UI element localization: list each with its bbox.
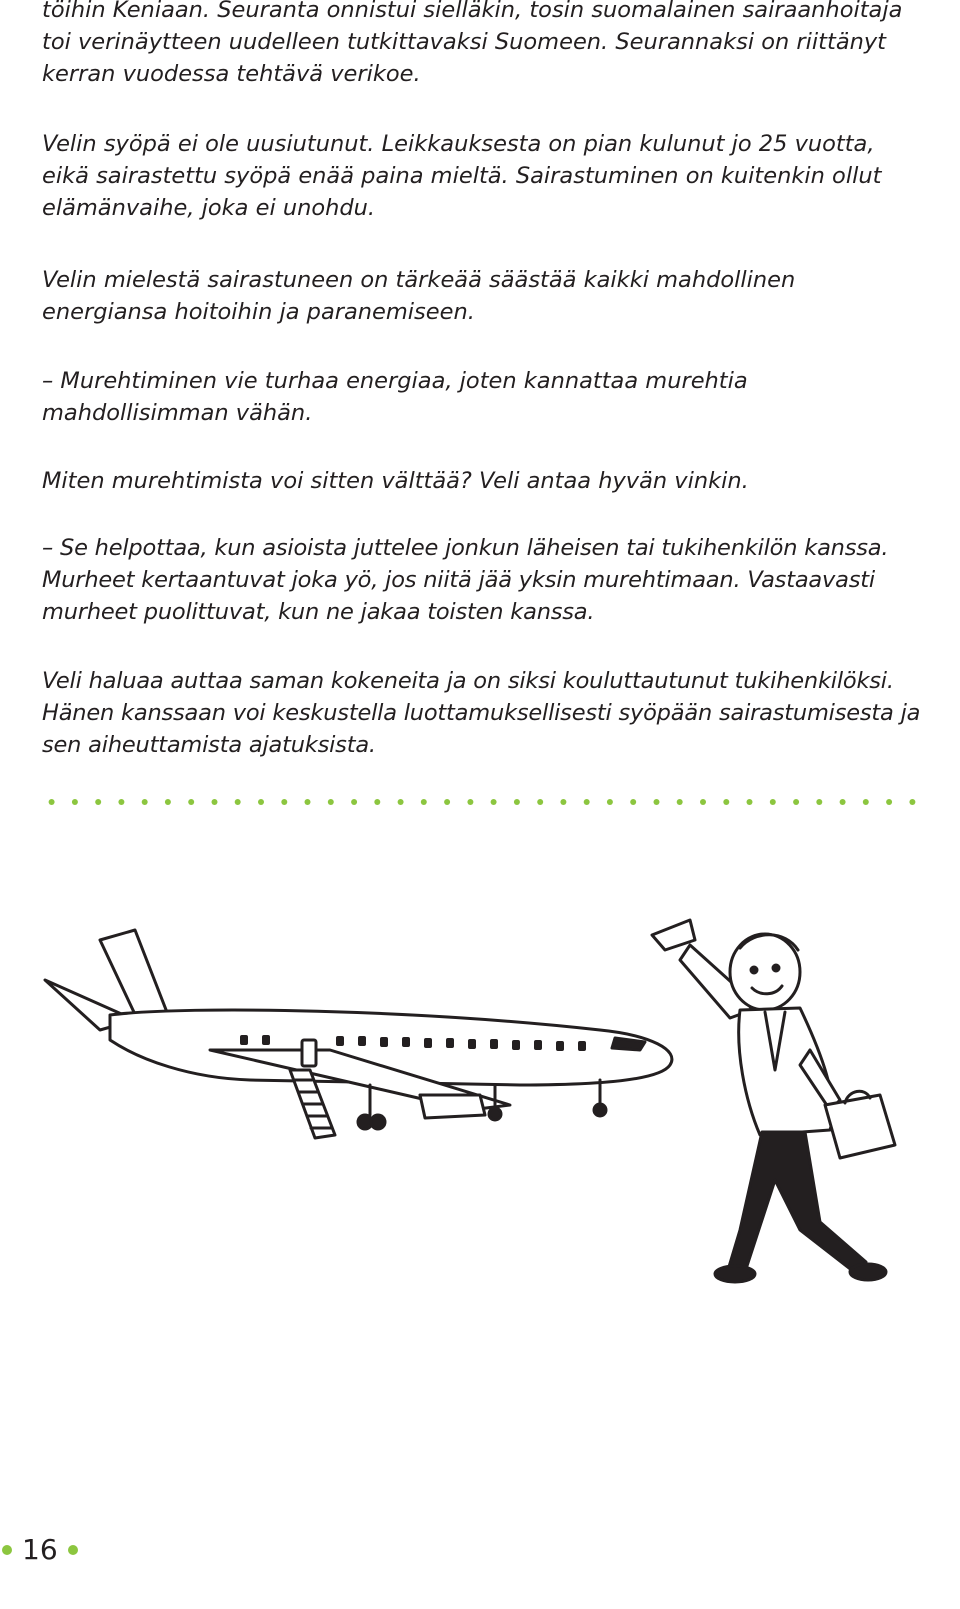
divider-dot xyxy=(95,799,101,805)
divider-dot xyxy=(793,799,799,805)
divider-dot xyxy=(584,799,590,805)
quote-talking-helps: – Se helpottaa, kun asioista juttelee jonkun läheisen tai tukihenkilön kanssa. Murheet kertaantuvat joka yö, jos niitä jää yksin murehtimaan. Vastaavasti murheet puolittuvat, kun ne jakaa toisten kanssa. xyxy=(42,535,889,625)
divider-dot xyxy=(305,799,311,805)
paragraph-avoid-worry: Miten murehtimista voi sitten välttää? Veli antaa hyvän vinkin. xyxy=(42,468,749,494)
divider-dot xyxy=(607,799,613,805)
divider-dot xyxy=(840,799,846,805)
divider-dot xyxy=(747,799,753,805)
divider-dot xyxy=(258,799,264,805)
bullet-dot-left xyxy=(2,1545,12,1555)
divider-dot xyxy=(212,799,218,805)
divider-dot xyxy=(188,799,194,805)
page-number: 16 xyxy=(22,1533,58,1566)
divider-dot xyxy=(630,799,636,805)
divider-dot xyxy=(374,799,380,805)
divider-dot xyxy=(863,799,869,805)
page-footer xyxy=(0,1530,200,1580)
divider-dot xyxy=(723,799,729,805)
divider-dot xyxy=(235,799,241,805)
divider-dot xyxy=(677,799,683,805)
divider-dot xyxy=(49,799,55,805)
divider-dot xyxy=(654,799,660,805)
paragraph-save-energy: Velin mielestä sairastuneen on tärkeää säästää kaikki mahdollinen energiansa hoitoihin ja paranemiseen. xyxy=(42,267,796,325)
divider-dot xyxy=(514,799,520,805)
illustration-airplane-and-traveler xyxy=(40,900,920,1320)
divider-dot xyxy=(444,799,450,805)
divider-dot xyxy=(72,799,78,805)
divider-dot xyxy=(700,799,706,805)
dotted-divider xyxy=(40,796,924,808)
traveler-icon xyxy=(652,920,895,1282)
divider-dot xyxy=(909,799,915,805)
bullet-dot-right xyxy=(68,1545,78,1555)
divider-dot xyxy=(816,799,822,805)
divider-dot xyxy=(560,799,566,805)
divider-dot xyxy=(398,799,404,805)
divider-dot xyxy=(142,799,148,805)
divider-dot xyxy=(281,799,287,805)
divider-dot xyxy=(491,799,497,805)
paragraph-no-recurrence: Velin syöpä ei ole uusiutunut. Leikkauksesta on pian kulunut jo 25 vuotta, eikä sairastettu syöpä enää paina mieltä. Sairastuminen on kuitenkin ollut elämänvaihe, joka ei unohdu. xyxy=(42,131,882,221)
paragraph-support-person: Veli haluaa auttaa saman kokeneita ja on siksi kouluttautunut tukihenkilöksi. Hänen kanssaan voi keskustella luottamuksellisesti syöpään sairastumisesta ja sen aiheuttamista ajatuksista. xyxy=(42,668,921,758)
divider-dot xyxy=(770,799,776,805)
divider-dot xyxy=(165,799,171,805)
divider-dot xyxy=(118,799,124,805)
quote-worrying: – Murehtiminen vie turhaa energiaa, joten kannattaa murehtia mahdollisimman vähän. xyxy=(42,368,748,426)
divider-dot xyxy=(467,799,473,805)
divider-dot xyxy=(421,799,427,805)
divider-dot xyxy=(537,799,543,805)
divider-dot xyxy=(351,799,357,805)
divider-dot xyxy=(328,799,334,805)
paragraph-kenya-followup: töihin Keniaan. Seuranta onnistui sielläkin, tosin suomalainen sairaanhoitaja toi verinäytteen uudelleen tutkittavaksi Suomeen. Seurannaksi on riittänyt kerran vuodessa tehtävä verikoe. xyxy=(42,0,903,87)
divider-dot xyxy=(886,799,892,805)
airplane-icon xyxy=(45,930,672,1138)
